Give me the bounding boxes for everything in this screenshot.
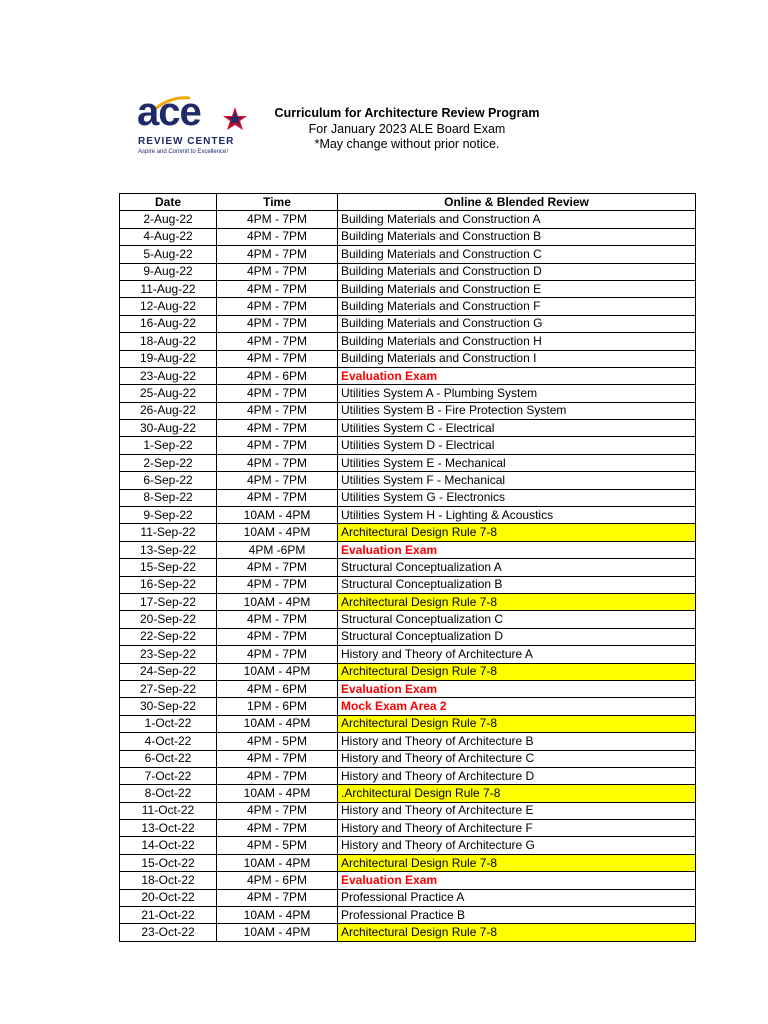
time-cell: 4PM - 7PM: [217, 750, 338, 767]
topic-cell: Professional Practice B: [338, 907, 696, 924]
date-cell: 24-Sep-22: [120, 663, 217, 680]
column-header-time: Time: [217, 194, 338, 211]
date-cell: 11-Aug-22: [120, 280, 217, 297]
topic-cell: Evaluation Exam: [338, 367, 696, 384]
topic-cell: History and Theory of Architecture G: [338, 837, 696, 854]
date-cell: 15-Oct-22: [120, 854, 217, 871]
table-row: [120, 576, 696, 593]
date-cell: 16-Aug-22: [120, 315, 217, 332]
topic-cell: History and Theory of Architecture E: [338, 802, 696, 819]
time-cell: 4PM - 6PM: [217, 872, 338, 889]
table-row: [120, 246, 696, 263]
topic-cell: History and Theory of Architecture C: [338, 750, 696, 767]
table-row: [120, 785, 696, 802]
topic-cell: Structural Conceptualization D: [338, 628, 696, 645]
time-cell: 4PM - 7PM: [217, 350, 338, 367]
table-row: [120, 298, 696, 315]
topic-cell: Structural Conceptualization A: [338, 559, 696, 576]
logo-wordmark: ace: [137, 90, 201, 134]
topic-cell: .Architectural Design Rule 7-8: [338, 785, 696, 802]
table-row: [120, 698, 696, 715]
time-cell: 10AM - 4PM: [217, 907, 338, 924]
topic-cell: History and Theory of Architecture D: [338, 767, 696, 784]
date-cell: 27-Sep-22: [120, 680, 217, 697]
table-row: [120, 611, 696, 628]
time-cell: 4PM - 7PM: [217, 489, 338, 506]
table-row: [120, 402, 696, 419]
date-cell: 14-Oct-22: [120, 837, 217, 854]
time-cell: 4PM - 7PM: [217, 228, 338, 245]
table-row: [120, 733, 696, 750]
time-cell: 4PM - 7PM: [217, 402, 338, 419]
topic-cell: Building Materials and Construction I: [338, 350, 696, 367]
date-cell: 13-Sep-22: [120, 541, 217, 558]
date-cell: 23-Oct-22: [120, 924, 217, 941]
table-row: [120, 820, 696, 837]
table-row: [120, 524, 696, 541]
time-cell: 4PM - 7PM: [217, 280, 338, 297]
topic-cell: Evaluation Exam: [338, 872, 696, 889]
table-row: [120, 315, 696, 332]
time-cell: 4PM - 7PM: [217, 820, 338, 837]
date-cell: 9-Sep-22: [120, 507, 217, 524]
column-header-date: Date: [120, 194, 217, 211]
topic-cell: Building Materials and Construction B: [338, 228, 696, 245]
time-cell: 4PM - 7PM: [217, 246, 338, 263]
date-cell: 17-Sep-22: [120, 593, 217, 610]
table-row: [120, 646, 696, 663]
time-cell: 4PM - 7PM: [217, 385, 338, 402]
time-cell: 4PM - 6PM: [217, 367, 338, 384]
time-cell: 10AM - 4PM: [217, 924, 338, 941]
time-cell: 4PM - 7PM: [217, 559, 338, 576]
date-cell: 18-Aug-22: [120, 333, 217, 350]
date-cell: 8-Oct-22: [120, 785, 217, 802]
topic-cell: Utilities System E - Mechanical: [338, 454, 696, 471]
topic-cell: Architectural Design Rule 7-8: [338, 715, 696, 732]
exam-subtitle: For January 2023 ALE Board Exam: [308, 121, 506, 136]
table-row: [120, 837, 696, 854]
table-row: [120, 802, 696, 819]
time-cell: 4PM - 7PM: [217, 628, 338, 645]
topic-cell: Evaluation Exam: [338, 541, 696, 558]
date-cell: 5-Aug-22: [120, 246, 217, 263]
column-header-topic: Online & Blended Review: [338, 194, 696, 211]
date-cell: 13-Oct-22: [120, 820, 217, 837]
table-row: [120, 559, 696, 576]
time-cell: 10AM - 4PM: [217, 524, 338, 541]
star-icon: [222, 106, 248, 132]
topic-cell: Mock Exam Area 2: [338, 698, 696, 715]
date-cell: 30-Sep-22: [120, 698, 217, 715]
time-cell: 4PM - 7PM: [217, 315, 338, 332]
table-row: [120, 541, 696, 558]
topic-cell: Building Materials and Construction H: [338, 333, 696, 350]
time-cell: 4PM - 7PM: [217, 889, 338, 906]
table-row: [120, 489, 696, 506]
time-cell: 10AM - 4PM: [217, 785, 338, 802]
table-row: [120, 228, 696, 245]
date-cell: 18-Oct-22: [120, 872, 217, 889]
time-cell: 4PM - 7PM: [217, 211, 338, 228]
table-row: [120, 333, 696, 350]
date-cell: 6-Oct-22: [120, 750, 217, 767]
table-row: [120, 854, 696, 871]
date-cell: 11-Oct-22: [120, 802, 217, 819]
table-row: [120, 420, 696, 437]
topic-cell: Building Materials and Construction C: [338, 246, 696, 263]
date-cell: 21-Oct-22: [120, 907, 217, 924]
table-row: [120, 715, 696, 732]
table-row: [120, 367, 696, 384]
schedule-table: [119, 193, 696, 942]
topic-cell: Architectural Design Rule 7-8: [338, 593, 696, 610]
date-cell: 20-Sep-22: [120, 611, 217, 628]
time-cell: 4PM - 7PM: [217, 437, 338, 454]
topic-cell: History and Theory of Architecture A: [338, 646, 696, 663]
time-cell: 4PM - 7PM: [217, 576, 338, 593]
topic-cell: Professional Practice A: [338, 889, 696, 906]
table-row: [120, 750, 696, 767]
table-row: [120, 593, 696, 610]
date-cell: 22-Sep-22: [120, 628, 217, 645]
date-cell: 23-Sep-22: [120, 646, 217, 663]
topic-cell: History and Theory of Architecture F: [338, 820, 696, 837]
table-row: [120, 350, 696, 367]
topic-cell: Building Materials and Construction E: [338, 280, 696, 297]
table-row: [120, 437, 696, 454]
time-cell: 4PM - 7PM: [217, 420, 338, 437]
date-cell: 25-Aug-22: [120, 385, 217, 402]
topic-cell: Building Materials and Construction F: [338, 298, 696, 315]
date-cell: 8-Sep-22: [120, 489, 217, 506]
table-row: [120, 211, 696, 228]
time-cell: 4PM - 7PM: [217, 263, 338, 280]
time-cell: 4PM - 7PM: [217, 472, 338, 489]
topic-cell: Architectural Design Rule 7-8: [338, 663, 696, 680]
topic-cell: Utilities System H - Lighting & Acoustics: [338, 507, 696, 524]
time-cell: 10AM - 4PM: [217, 507, 338, 524]
date-cell: 26-Aug-22: [120, 402, 217, 419]
topic-cell: Utilities System F - Mechanical: [338, 472, 696, 489]
time-cell: 4PM - 6PM: [217, 680, 338, 697]
date-cell: 1-Oct-22: [120, 715, 217, 732]
logo-tagline: Aspire and Commit to Excellence!: [138, 149, 229, 155]
date-cell: 19-Aug-22: [120, 350, 217, 367]
table-row: [120, 472, 696, 489]
date-cell: 16-Sep-22: [120, 576, 217, 593]
ace-logo: [134, 90, 254, 160]
topic-cell: Structural Conceptualization C: [338, 611, 696, 628]
topic-cell: History and Theory of Architecture B: [338, 733, 696, 750]
document-title: Curriculum for Architecture Review Program: [274, 106, 540, 120]
topic-cell: Architectural Design Rule 7-8: [338, 924, 696, 941]
time-cell: 4PM - 7PM: [217, 454, 338, 471]
topic-cell: Utilities System C - Electrical: [338, 420, 696, 437]
date-cell: 23-Aug-22: [120, 367, 217, 384]
time-cell: 4PM - 7PM: [217, 298, 338, 315]
date-cell: 2-Sep-22: [120, 454, 217, 471]
time-cell: 10AM - 4PM: [217, 854, 338, 871]
date-cell: 7-Oct-22: [120, 767, 217, 784]
table-row: [120, 507, 696, 524]
date-cell: 1-Sep-22: [120, 437, 217, 454]
topic-cell: Utilities System G - Electronics: [338, 489, 696, 506]
topic-cell: Building Materials and Construction G: [338, 315, 696, 332]
date-cell: 4-Aug-22: [120, 228, 217, 245]
topic-cell: Utilities System A - Plumbing System: [338, 385, 696, 402]
topic-cell: Architectural Design Rule 7-8: [338, 854, 696, 871]
date-cell: 11-Sep-22: [120, 524, 217, 541]
time-cell: 4PM - 5PM: [217, 733, 338, 750]
time-cell: 4PM - 7PM: [217, 646, 338, 663]
date-cell: 4-Oct-22: [120, 733, 217, 750]
time-cell: 4PM - 5PM: [217, 837, 338, 854]
table-row: [120, 263, 696, 280]
date-cell: 2-Aug-22: [120, 211, 217, 228]
topic-cell: Utilities System D - Electrical: [338, 437, 696, 454]
table-row: [120, 767, 696, 784]
table-row: [120, 924, 696, 941]
document-header: [262, 106, 552, 153]
notice-text: *May change without prior notice.: [314, 137, 500, 151]
time-cell: 4PM - 7PM: [217, 802, 338, 819]
date-cell: 20-Oct-22: [120, 889, 217, 906]
table-row: [120, 385, 696, 402]
topic-cell: Utilities System B - Fire Protection System: [338, 402, 696, 419]
date-cell: 30-Aug-22: [120, 420, 217, 437]
table-row: [120, 872, 696, 889]
table-row: [120, 663, 696, 680]
logo-subtitle: REVIEW CENTER: [138, 136, 235, 147]
topic-cell: Building Materials and Construction D: [338, 263, 696, 280]
table-row: [120, 454, 696, 471]
time-cell: 4PM - 7PM: [217, 611, 338, 628]
table-row: [120, 907, 696, 924]
date-cell: 9-Aug-22: [120, 263, 217, 280]
date-cell: 15-Sep-22: [120, 559, 217, 576]
table-header-row: [120, 194, 696, 211]
topic-cell: Structural Conceptualization B: [338, 576, 696, 593]
time-cell: 4PM - 7PM: [217, 333, 338, 350]
topic-cell: Evaluation Exam: [338, 680, 696, 697]
date-cell: 6-Sep-22: [120, 472, 217, 489]
table-row: [120, 680, 696, 697]
time-cell: 10AM - 4PM: [217, 715, 338, 732]
topic-cell: Architectural Design Rule 7-8: [338, 524, 696, 541]
time-cell: 10AM - 4PM: [217, 663, 338, 680]
table-row: [120, 280, 696, 297]
date-cell: 12-Aug-22: [120, 298, 217, 315]
topic-cell: Building Materials and Construction A: [338, 211, 696, 228]
table-row: [120, 628, 696, 645]
time-cell: 4PM -6PM: [217, 541, 338, 558]
time-cell: 10AM - 4PM: [217, 593, 338, 610]
table-row: [120, 889, 696, 906]
time-cell: 4PM - 7PM: [217, 767, 338, 784]
time-cell: 1PM - 6PM: [217, 698, 338, 715]
